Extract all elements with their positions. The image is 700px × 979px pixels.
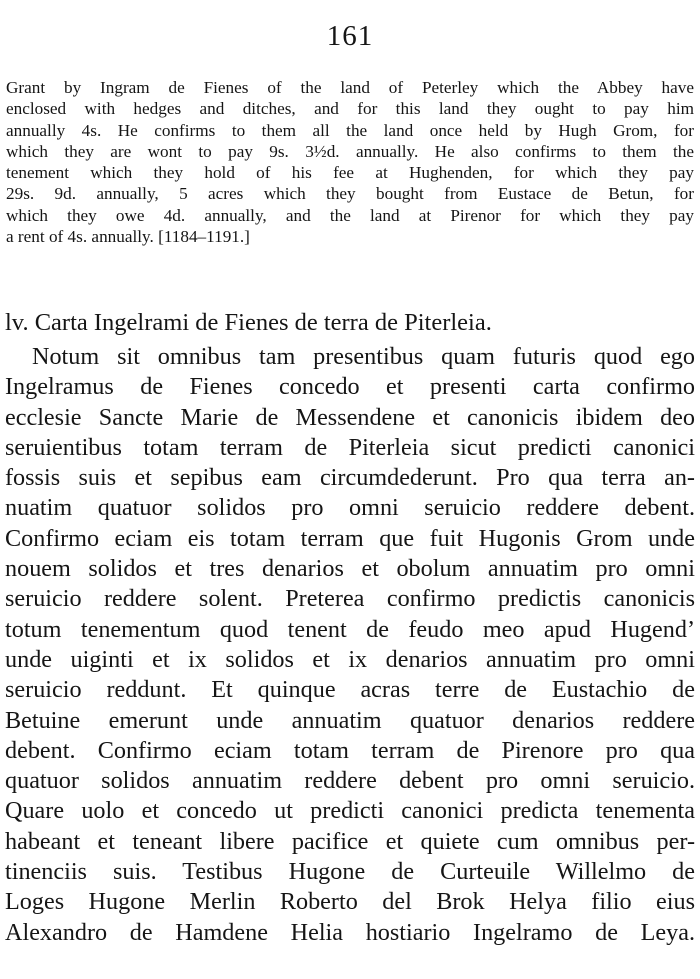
summary-line: which they owe 4d. annually, and the land at Pirenor for which they pay [6, 205, 694, 225]
charter-line: habeant et teneant libere pacifice et quiete cum omnibus per- [5, 827, 695, 855]
charter-line: quatuor solidos annuatim reddere debent pro omni seruicio. [5, 767, 695, 795]
charter-line: Loges Hugone Merlin Roberto del Brok Helya filio eius [5, 888, 695, 916]
charter-line: Notum sit omnibus tam presentibus quam futuris quod ego [32, 343, 695, 370]
summary-line: annually 4s. He confirms to them all the land once held by Hugh Grom, for [6, 120, 694, 140]
charter-line: tinenciis suis. Testibus Hugone de Curteuile Willelmo de [5, 858, 695, 886]
charter-line: Quare uolo et concedo ut predicti canonici predicta tenementa [5, 797, 695, 825]
charter-line: Betuine emerunt unde annuatim quatuor denarios reddere [5, 706, 695, 734]
charter-line: seruicio reddere solent. Preterea confirmo predictis canonicis [5, 585, 695, 613]
charter-text [5, 342, 695, 948]
summary-line: 29s. 9d. annually, 5 acres which they bought from Eustace de Betun, for [6, 184, 694, 204]
charter-line: unde uiginti et ix solidos et ix denarios annuatim pro omni [5, 645, 695, 673]
charter-line: fossis suis et sepibus eam circumdederunt. Pro qua terra an- [5, 464, 695, 492]
charter-line: nouem solidos et tres denarios et obolum annuatim pro omni [5, 555, 695, 583]
charter-line: seruientibus totam terram de Piterleia sicut predicti canonici [5, 433, 695, 461]
charter-line: seruicio reddunt. Et quinque acras terre de Eustachio de [5, 676, 695, 704]
page-number: 161 [326, 20, 374, 52]
summary-line: a rent of 4s. annually. [1184–1191.] [6, 227, 250, 247]
charter-line: Ingelramus de Fienes concedo et presenti carta confirmo [5, 373, 695, 401]
summary-line: which they are wont to pay 9s. 3½d. annually. He also confirms to them the [6, 141, 694, 161]
charter-line: ecclesie Sancte Marie de Messendene et canonicis ibidem deo [5, 403, 695, 431]
summary-line: enclosed with hedges and ditches, and for this land they ought to pay him [6, 99, 694, 119]
charter-line: debent. Confirmo eciam totam terram de Pirenore pro qua [5, 736, 695, 764]
charter-line: totum tenementum quod tenent de feudo meo apud Hugend’ [5, 615, 695, 643]
charter-line: Alexandro de Hamdene Helia hostiario Ingelramo de Leya. [5, 918, 695, 946]
charter-summary [6, 77, 694, 247]
charter-heading: lv. Carta Ingelrami de Fienes de terra de Piterleia. [5, 309, 492, 336]
summary-line: tenement which they hold of his fee at Hughenden, for which they pay [6, 163, 694, 183]
charter-line: nuatim quatuor solidos pro omni seruicio reddere debent. [5, 494, 695, 522]
charter-line: Confirmo eciam eis totam terram que fuit Hugonis Grom unde [5, 524, 695, 552]
summary-line: Grant by Ingram de Fienes of the land of Peterley which the Abbey have [6, 78, 694, 97]
